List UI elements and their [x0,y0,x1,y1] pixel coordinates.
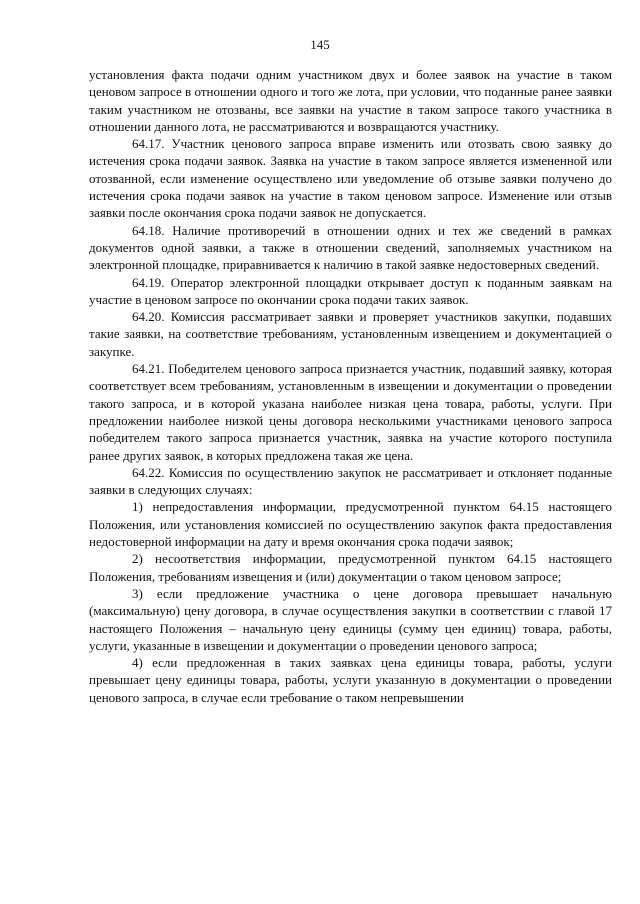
list-item-1: 1) непредоставления информации, предусмотренной пунктом 64.15 настоящего Положения, или установления комиссией по осуществлению закупок факта предоставления недостоверной информации на дату и время окончания срока подачи заявок; [89,499,612,550]
list-item-3: 3) если предложение участника о цене договора превышает начальную (максимальную) цену договора, в случае осуществления закупки в соответствии с главой 17 настоящего Положения – начальную цену единицы (сумму цен единиц) товара, работы, услуги, указанные в извещении и документации о проведении ценового запроса; [89,585,612,653]
list-item-4: 4) если предложенная в таких заявках цена единицы товара, работы, услуги превышает цену единицы товара, работы, услуги указанную в документации о проведении ценового запроса, в случае если требование о таком непревышении [89,655,612,705]
paragraph-64-21: 64.21. Победителем ценового запроса признается участник, подавший заявку, которая соответствует всем требованиям, установленным в извещении и документации о проведении такого запроса, и в которой указана наиболее низкая цена товара, работы, услуги. При предложении наиболее низкой цены договора несколькими участниками ценового запроса победителем такого запроса признается участник, заявка на участие которого поступила ранее других заявок, в которых предложена такая же цена. [89,361,612,463]
paragraph-64-20: 64.20. Комиссия рассматривает заявки и проверяет участников закупки, подавших такие заявки, на соответствие требованиям, установленным извещением и документацией о закупке. [89,309,612,359]
paragraph-64-17: 64.17. Участник ценового запроса вправе изменить или отозвать свою заявку до истечения срока подачи заявок. Заявка на участие в таком запросе является измененной или отозванной, если изменение осуществлено или уведомление об отзыве заявки получено до истечения срока подачи заявок на участие в таком ценовом запросе. Изменение или отзыв заявки после окончания срока подачи заявок не допускается. [89,136,612,221]
paragraph-64-22: 64.22. Комиссия по осуществлению закупок не рассматривает и отклоняет поданные заявки в следующих случаях: [89,464,612,498]
list-item-2: 2) несоответствия информации, предусмотренной пунктом 64.15 настоящего Положения, требованиям извещения и (или) документации о таком ценовом запросе; [89,551,612,584]
paragraph-64-18: 64.18. Наличие противоречий в отношении одних и тех же сведений в рамках документов одной заявки, а также в отношении сведений, заполняемых участником на электронной площадке, приравнивается к наличию в такой заявке недостоверных сведений. [89,222,612,273]
paragraph-64-19: 64.19. Оператор электронной площадки открывает доступ к поданным заявкам на участие в ценовом запросе по окончании срока подачи таких заявок. [89,274,612,307]
page-number: 145 [310,37,330,52]
paragraph-continuation: установления факта подачи одним участником двух и более заявок на участие в таком ценовом запросе в отношении одного и того же лота, при условии, что поданные ранее заявки таким участником не отозваны, все заявки на участие в таком запросе такого участника в отношении данного лота, не рассматриваются и возвращаются участнику. [89,67,612,134]
document-body [89,66,612,706]
